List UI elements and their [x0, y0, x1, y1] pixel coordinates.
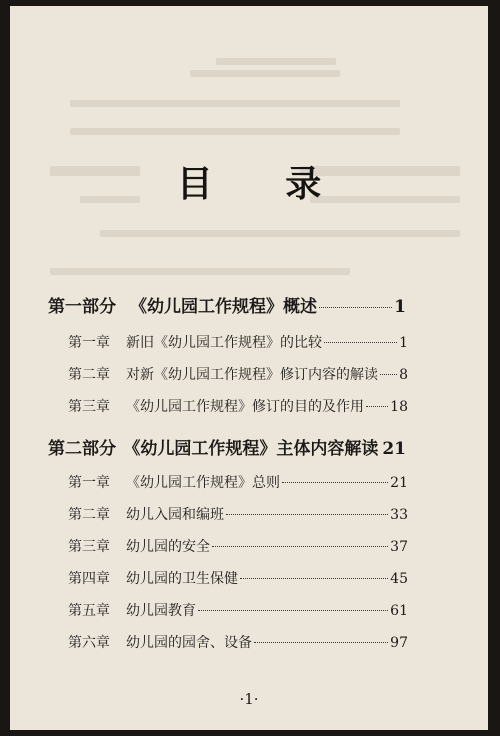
chapter-number: 第二章	[68, 367, 110, 383]
chapter-title: 新旧《幼儿园工作规程》的比较	[126, 335, 322, 351]
toc-chapter	[68, 568, 408, 588]
chapter-number: 第五章	[68, 603, 110, 619]
chapter-title: 幼儿入园和编班	[126, 507, 224, 523]
leader-dots	[198, 609, 388, 611]
page-ref: 61	[390, 603, 408, 619]
leader-dots	[282, 481, 388, 483]
toc-chapter	[68, 364, 408, 384]
toc-chapter	[68, 632, 408, 652]
toc-chapter	[68, 396, 408, 416]
chapter-number: 第三章	[68, 539, 110, 555]
toc-chapter	[68, 472, 408, 492]
leader-dots	[366, 405, 388, 407]
chapter-title: 幼儿园的卫生保健	[126, 571, 238, 587]
chapter-number: 第四章	[68, 571, 110, 587]
page-title: 目 录	[176, 163, 352, 205]
toc-part-1	[48, 292, 406, 317]
chapter-number: 第一章	[68, 335, 110, 351]
toc-chapter	[68, 332, 408, 352]
page-ref: 21	[390, 475, 408, 491]
toc-chapter	[68, 536, 408, 556]
leader-dots	[324, 341, 397, 343]
chapter-title: 对新《幼儿园工作规程》修订内容的解读	[126, 367, 378, 383]
leader-dots	[240, 577, 388, 579]
leader-dots	[226, 513, 388, 515]
page-ref: 21	[382, 439, 406, 459]
book-page	[10, 6, 488, 730]
page-ref: 1	[394, 297, 406, 317]
chapter-number: 第二章	[68, 507, 110, 523]
page-number: ·1·	[239, 690, 259, 708]
chapter-title: 幼儿园的安全	[126, 539, 210, 555]
chapter-number: 第六章	[68, 635, 110, 651]
toc-chapter	[68, 600, 408, 620]
page-ref: 8	[399, 367, 408, 383]
part-title: 《幼儿园工作规程》概述	[130, 297, 317, 317]
chapter-title: 幼儿园的园舍、设备	[126, 635, 252, 651]
page-ref: 45	[390, 571, 408, 587]
leader-dots	[319, 306, 392, 308]
toc-part-2	[48, 434, 406, 459]
chapter-title: 《幼儿园工作规程》修订的目的及作用	[126, 399, 364, 415]
chapter-number: 第一章	[68, 475, 110, 491]
page-ref: 37	[390, 539, 408, 555]
page-ref: 33	[390, 507, 408, 523]
part-title: 《幼儿园工作规程》主体内容解读	[123, 439, 379, 459]
part-number: 第二部分	[48, 439, 116, 459]
page-ref: 1	[399, 335, 408, 351]
page-ref: 97	[390, 635, 408, 651]
chapter-title: 幼儿园教育	[126, 603, 196, 619]
page-ref: 18	[390, 399, 408, 415]
leader-dots	[254, 641, 388, 643]
leader-dots	[212, 545, 388, 547]
chapter-title: 《幼儿园工作规程》总则	[126, 475, 280, 491]
toc-chapter	[68, 504, 408, 524]
chapter-number: 第三章	[68, 399, 110, 415]
part-number: 第一部分	[48, 297, 116, 317]
leader-dots	[380, 373, 397, 375]
